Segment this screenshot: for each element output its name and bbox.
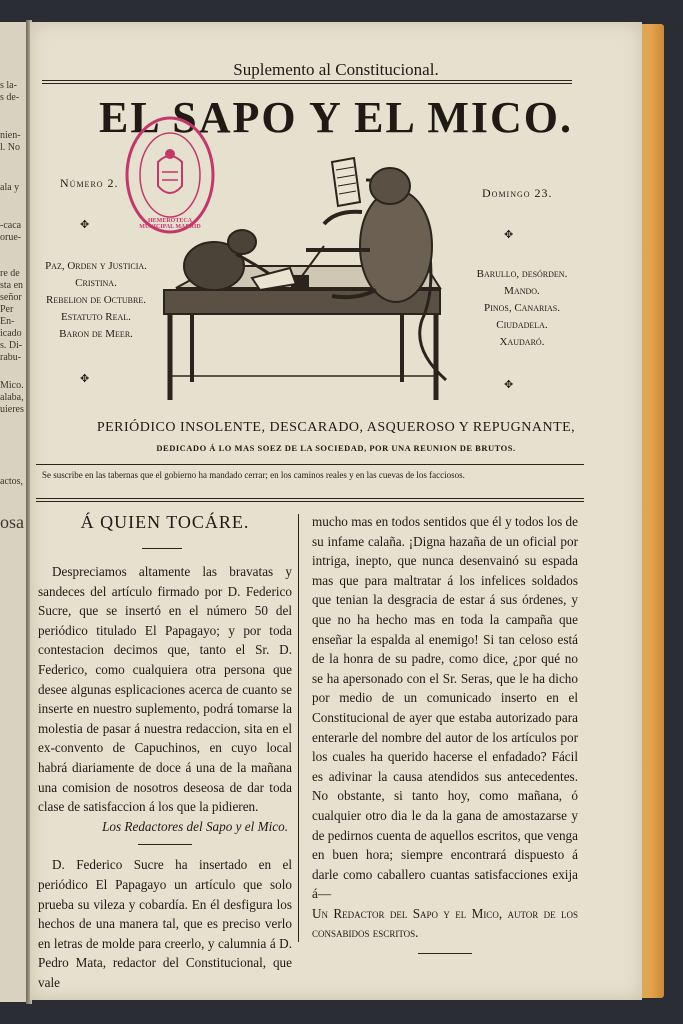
issue-date: Domingo 23. [482, 186, 553, 200]
left-page-fragment: señor [0, 292, 22, 303]
left-page-fragment: l. No [0, 142, 20, 153]
supplement-line: Suplemento al Constitucional. [233, 60, 439, 79]
paragraph-3: mucho mas en todos sentidos que él y todos los de su infame calaña. ¡Digna hazaña de un oficial por intriga, inepto, que nunca desenvainó su espada mas que para maltratar á los infelices soldados que tenian la desgracia de estar á sus órdenes, y que no ha hecho mas en toda la campaña que enseñar la espalda al enemigo! Si tan celoso está de la honra de su padre, como dice, ¿por qué no se ha apersonado con el Sr. Seras, que le ha dicho por medio de un comunicado inserto en el Constitucional de ayer que estaba autorizado para enterarle del nombre del autor de los artículos por los cuales ha querido hacerse el enfadado? Fácil es adivinar la causa atendidos sus antecedentes. No obstante, si tanto hoy, como mañana, ó cualquier otro dia le da la gana de amostazarse y de pedirnos cuenta de aquellos escritos, que venga en buen hora; siempre encontrará dispuesto á darle como caballero cuantas satisfacciones exija á— [312, 514, 578, 902]
dedication: DEDICADO Á LO MAS SOEZ DE LA SOCIEDAD, POR UNA REUNION DE BRUTOS. [156, 443, 516, 453]
right-motto: Ciudadela. [496, 319, 548, 331]
right-motto: Barullo, desórden. [476, 268, 568, 280]
left-page-fragment: re de [0, 268, 20, 279]
paragraph-1: Despreciamos altamente las bravatas y sandeces del artículo firmado por D. Federico Sucre, que se insertó en el número 50 del periódico titulado El Papagayo; y por toda contestacion decimos que, tanto el Sr. D. Federico, como cualquiera otra persona que desee algunas esplicaciones acerca de cuanto se inserte en nuestro suplemento, podrá tomarse la molestia de pasar á nuestra redaccion, sita en el ex-convento de Capuchinos, en cuyo local habrá diariamente de doce á una de la mañana una comision de nosotros deseosa de dar toda clase de satisfaccion á los que la pidieren. [38, 564, 292, 815]
section-rule [138, 836, 192, 845]
page-edge-gilt [642, 24, 664, 998]
left-page-fragment: s. Di- [0, 340, 23, 351]
left-page-fragment: uieres [0, 404, 24, 415]
left-column [38, 562, 292, 992]
header-rule [42, 80, 572, 81]
issue-number: Número 2. [60, 176, 119, 190]
ornament-left-top: ✥ [80, 219, 91, 231]
left-motto: Baron de Meer. [59, 328, 133, 340]
masthead-title: EL SAPO Y EL MICO. [98, 93, 574, 142]
right-mottos [462, 266, 582, 351]
left-page-fragment: Mico. [0, 380, 24, 391]
left-motto: Rebelion de Octubre. [46, 294, 146, 306]
column-divider [298, 514, 299, 942]
left-page-fragment: ala y [0, 182, 20, 193]
paragraph-2: D. Federico Sucre ha insertado en el periódico El Papagayo un artículo que solo prueba su vileza y cobardía. En él desfigura los hechos de una manera tal, que es preciso verlo en letras de molde para creerlo, y calumnia á D. Pedro Mata, redactor del Constitucional, que vale [38, 857, 292, 990]
adjacent-page-edge [0, 22, 27, 1002]
left-page-fragment: s de- [0, 92, 20, 103]
ornament-right-bottom: ✥ [504, 379, 515, 391]
subscribe-rule-top [36, 464, 584, 465]
left-mottos [36, 258, 156, 343]
heading-rule [142, 548, 182, 549]
left-page-fragment: s la- [0, 80, 17, 91]
left-motto: Estatuto Real. [61, 311, 131, 323]
header-rule-double [42, 83, 572, 84]
signature: Los Redactores del Sapo y el Mico. [102, 818, 288, 834]
subtitle: PERIÓDICO INSOLENTE, DESCARADO, ASQUEROSO Y REPUGNANTE, [96, 420, 576, 435]
left-motto: Cristina. [75, 277, 117, 289]
left-page-fragment: rabu- [0, 352, 22, 363]
left-page-fragment: alaba, [0, 392, 24, 403]
left-page-fragment: Per [0, 304, 14, 315]
left-page-fragment: nien- [0, 130, 21, 141]
left-page-fragment: osa [0, 512, 24, 532]
left-page-fragment: En- [0, 316, 15, 327]
left-page-fragment: -caca [0, 220, 22, 231]
subscribe-rule-bottom [36, 498, 584, 499]
ornament-right-top: ✥ [504, 229, 515, 241]
subscribe-rule-double [36, 501, 584, 502]
right-motto: Xaudaró. [499, 336, 545, 348]
right-motto: Mando. [504, 285, 540, 297]
end-rule [418, 943, 472, 954]
left-page-fragment: icado [0, 328, 22, 339]
left-page-fragment: sta en [0, 280, 24, 291]
right-motto: Pinos, Canarias. [484, 302, 560, 314]
right-column [312, 512, 578, 954]
article-heading: Á QUIEN TOCÁRE. [80, 512, 250, 532]
left-page-fragment: actos, [0, 476, 24, 487]
left-page-fragment: orue- [0, 232, 22, 243]
closing-signature: Un Redactor del Sapo y el Mico, autor de los consabidos escritos. [312, 905, 578, 941]
stamp-text: HEMEROTECA MUNICIPAL MADRID [139, 218, 201, 230]
newspaper-page [30, 22, 642, 1000]
subscription-note: Se suscribe en las tabernas que el gobierno ha mandado cerrar; en los caminos reales y en las cuevas de los facciosos. [42, 470, 465, 480]
ornament-left-bottom: ✥ [80, 373, 91, 385]
left-motto: Paz, Orden y Justicia. [45, 260, 147, 272]
